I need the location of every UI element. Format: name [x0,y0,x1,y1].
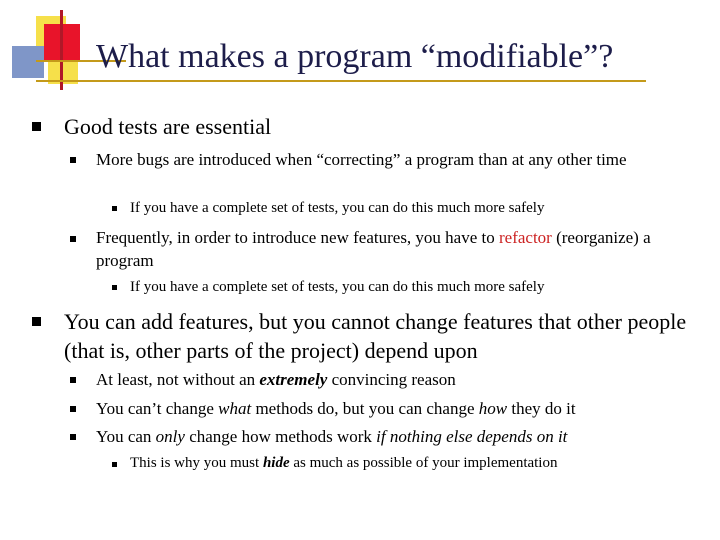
only-emphasis: only [155,427,185,446]
bullet-square [70,434,76,440]
bullet-complete-tests-2: If you have a complete set of tests, you can do this much more safely [130,279,545,295]
bullet-add-features: You can add features, but you cannot change features that other people (that is, other parts of the project) depend upon [64,309,687,363]
bullet-at-least [96,368,456,391]
what-text-e: they do it [507,399,576,418]
bullet-square [32,122,41,131]
bullet-square [70,157,76,163]
only-text-c: change how methods work [184,427,377,446]
bullet-square [112,285,117,290]
slide-title: What makes a program “modifiable”? [96,38,614,75]
at-least-emphasis: extremely [259,370,328,389]
bullet-square [112,462,117,467]
bullet-square [70,236,76,242]
refactor-text-pre: Frequently, in order to introduce new features, you have to [96,228,499,247]
bullet-square [70,377,76,383]
nothing-else-emphasis: if nothing else depends on it [376,427,568,446]
what-emphasis: what [218,399,252,418]
hide-text-a: This is why you must [130,455,263,471]
bullet-square [70,406,76,412]
bullet-hide-implementation [130,453,557,473]
at-least-pre: At least, not without an [96,370,260,389]
bullet-good-tests: Good tests are essential [64,114,272,139]
bullet-more-bugs: More bugs are introduced when “correcting” a program than at any other time [96,150,627,169]
bullet-refactor [96,226,696,272]
bullet-only-change-how [96,425,567,448]
hide-emphasis: hide [262,455,290,471]
bullet-square [112,206,117,211]
only-text-a: You can [96,427,156,446]
what-text-a: You can’t change [96,399,219,418]
at-least-post: convincing reason [327,370,456,389]
bullet-square [32,317,41,326]
refactor-text-post: (reorganize) a program [96,228,651,270]
hide-text-c: as much as possible of your implementation [289,455,558,471]
bullet-cant-change-what [96,397,576,420]
bullet-complete-tests-1: If you have a complete set of tests, you can do this much more safely [130,200,545,216]
refactor-keyword: refactor [499,228,552,247]
what-text-c: methods do, but you can change [251,399,479,418]
how-emphasis: how [478,399,508,418]
